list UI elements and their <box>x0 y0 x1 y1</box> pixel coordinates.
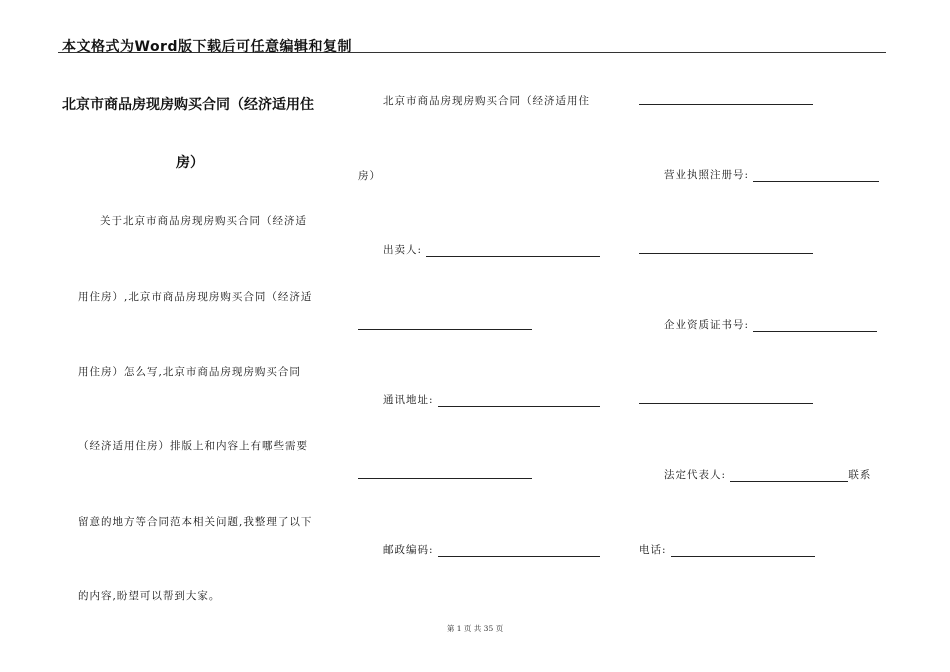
document-title-line-2: 房） <box>176 155 204 171</box>
address-continuation-line[interactable] <box>358 478 532 479</box>
seller-field <box>383 242 600 257</box>
qualification-input[interactable] <box>753 320 877 332</box>
intro-line-1: 关于北京市商品房现房购买合同（经济适 <box>100 215 307 227</box>
legal-rep-label: 法定代表人: <box>664 469 727 481</box>
qualification-label: 企业资质证书号: <box>664 319 750 331</box>
page-header-title: 本文格式为Word版下载后可任意编辑和复制 <box>62 39 352 55</box>
phone-field <box>639 542 815 557</box>
seller-continuation-line[interactable] <box>358 329 532 330</box>
intro-line-2: 用住房）,北京市商品房现房购买合同（经济适 <box>78 291 313 303</box>
legal-rep-field <box>664 467 871 482</box>
intro-line-3: 用住房）怎么写,北京市商品房现房购买合同 <box>78 366 301 378</box>
address-input[interactable] <box>438 395 600 407</box>
phone-label: 电话: <box>639 544 667 556</box>
right-address-line[interactable] <box>639 403 813 404</box>
page-number: 第 1 页 共 35 页 <box>446 624 504 633</box>
contact-suffix: 联系 <box>848 469 872 481</box>
license-input[interactable] <box>753 170 879 182</box>
document-title-line-1: 北京市商品房现房购买合同（经济适用住 <box>62 97 314 113</box>
contract-title-line-1: 北京市商品房现房购买合同（经济适用住 <box>383 95 590 107</box>
intro-line-4: （经济适用住房）排版上和内容上有哪些需要 <box>78 440 308 452</box>
phone-input[interactable] <box>671 545 815 557</box>
address-label: 通讯地址: <box>383 394 434 406</box>
header-divider <box>58 52 886 53</box>
intro-line-5: 留意的地方等合同范本相关问题,我整理了以下 <box>78 516 313 528</box>
address-field <box>383 392 600 407</box>
qualification-field <box>664 317 877 332</box>
postcode-input[interactable] <box>438 545 600 557</box>
legal-rep-input[interactable] <box>730 470 848 482</box>
right-top-line[interactable] <box>639 104 813 105</box>
right-seller-line[interactable] <box>639 253 813 254</box>
seller-label: 出卖人: <box>383 244 423 256</box>
license-label: 营业执照注册号: <box>664 169 750 181</box>
intro-line-6: 的内容,盼望可以帮到大家。 <box>78 590 221 602</box>
contract-title-line-2: 房） <box>358 170 381 182</box>
postcode-field <box>383 542 600 557</box>
license-field <box>664 167 879 182</box>
postcode-label: 邮政编码: <box>383 544 434 556</box>
seller-input[interactable] <box>426 245 600 257</box>
